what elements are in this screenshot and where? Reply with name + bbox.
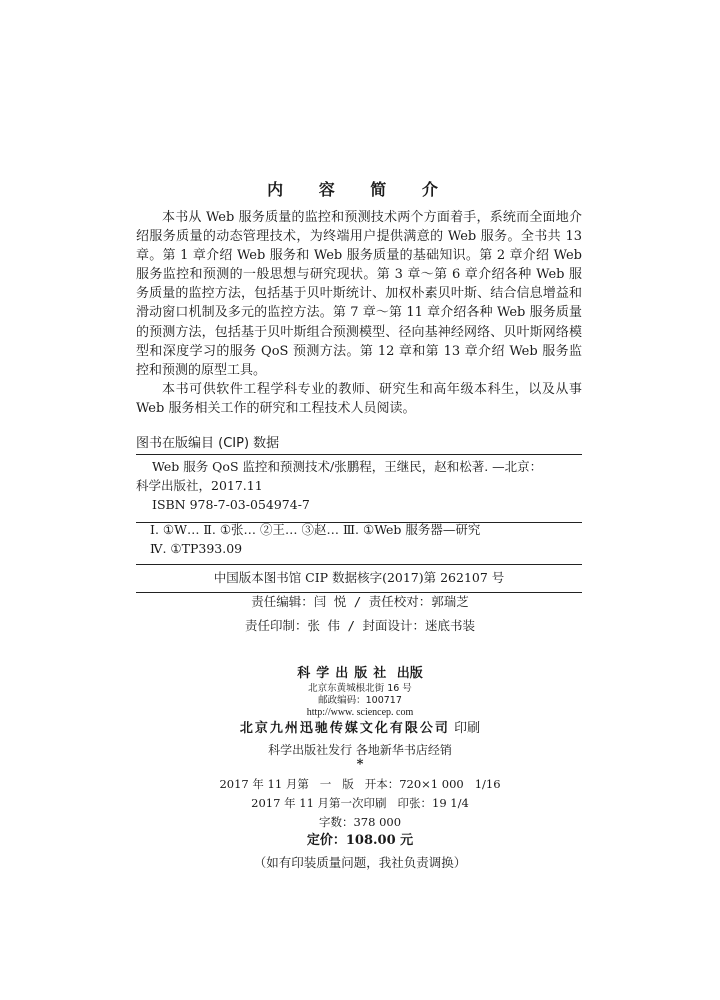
edition-line: 字数：378 000: [318, 815, 402, 829]
publisher-postcode: 邮政编码：100717: [318, 695, 402, 706]
summary-body: [136, 208, 582, 418]
summary-title: 内 容 简 介: [267, 180, 453, 199]
price: 定价：108.00 元: [306, 833, 414, 848]
edition-line: 2017 年 11 月第一次印刷 印张：19 1/4: [251, 796, 469, 810]
distribution-line: 科学出版社发行 各地新华书店经销: [268, 743, 452, 757]
publisher-address: 北京东黄城根北街 16 号: [308, 683, 412, 694]
summary-paragraph: 本书从 Web 服务质量的监控和预测技术两个方面着手，系统而全面地介绍服务质量的动态管理技术，为终端用户提供满意的 Web 服务。全书共 13 章。第 1 章介绍 Web 服务和 Web 服务质量的基础知识。第 2 章介绍 Web 服务监控和预测的一般思想与研究现状。第 3 章～第 6 章介绍各种 Web 服务质量的监控方法，包括基于贝叶斯统计、加权朴素贝叶斯、结合信息增益和滑动窗口机制及多元的监控方法。第 7 章～第 11 章介绍各种 Web 服务质量的预测方法，包括基于贝叶斯组合预测模型、径向基神经网络、贝叶斯网络模型和深度学习的服务 QoS 预测方法。第 12 章和第 13 章介绍 Web 服务监控和预测的原型工具。: [136, 210, 582, 378]
printer-suffix: 印刷: [454, 721, 481, 736]
cip-isbn: ISBN 978-7-03-054974-7: [152, 497, 310, 512]
edition-info: [0, 775, 720, 832]
quality-note: （如有印装质量问题，我社负责调换）: [253, 855, 467, 870]
cip-record-line: 科学出版社，2017.11: [136, 478, 263, 493]
cip-class-line: Ⅳ. ①TP393.09: [150, 541, 243, 556]
publisher-name: 科学出版社: [297, 666, 393, 681]
staff-credits: [0, 590, 720, 638]
cip-record-line: Web 服务 QoS 监控和预测技术/张鹏程，王继民，赵和松著. —北京：: [152, 459, 543, 474]
summary-paragraph: 本书可供软件工程学科专业的教师、研究生和高年级本科生，以及从事 Web 服务相关工作的研究和工程技术人员阅读。: [136, 381, 582, 416]
cip-record: [136, 457, 582, 523]
edition-line: 2017 年 11 月第 一 版 开本：720×1 000 1/16: [219, 777, 501, 791]
cip-class-line: Ⅰ. ①W… Ⅱ. ①张… ②王… ③赵… Ⅲ. ①Web 服务器—研究: [150, 522, 481, 537]
cip-heading: 图书在版编目 (CIP) 数据: [136, 432, 582, 455]
publisher-url: http://www. sciencep. com: [306, 707, 414, 718]
printer-line: [0, 717, 720, 736]
printer-name: 北京九州迅驰传媒文化有限公司: [239, 721, 450, 736]
staff-line: 责任编辑：闫 悦 / 责任校对：郭瑞芝: [251, 594, 469, 609]
publisher-line: [0, 662, 720, 681]
cip-data-number: 中国版本图书馆 CIP 数据核字(2017)第 262107 号: [136, 568, 582, 593]
cip-classification: [136, 520, 582, 565]
staff-line: 责任印制：张 伟 / 封面设计：迷底书装: [244, 618, 476, 633]
publisher-suffix: 出版: [396, 666, 423, 681]
separator-star: *: [356, 757, 364, 772]
publisher-info: [0, 683, 720, 719]
